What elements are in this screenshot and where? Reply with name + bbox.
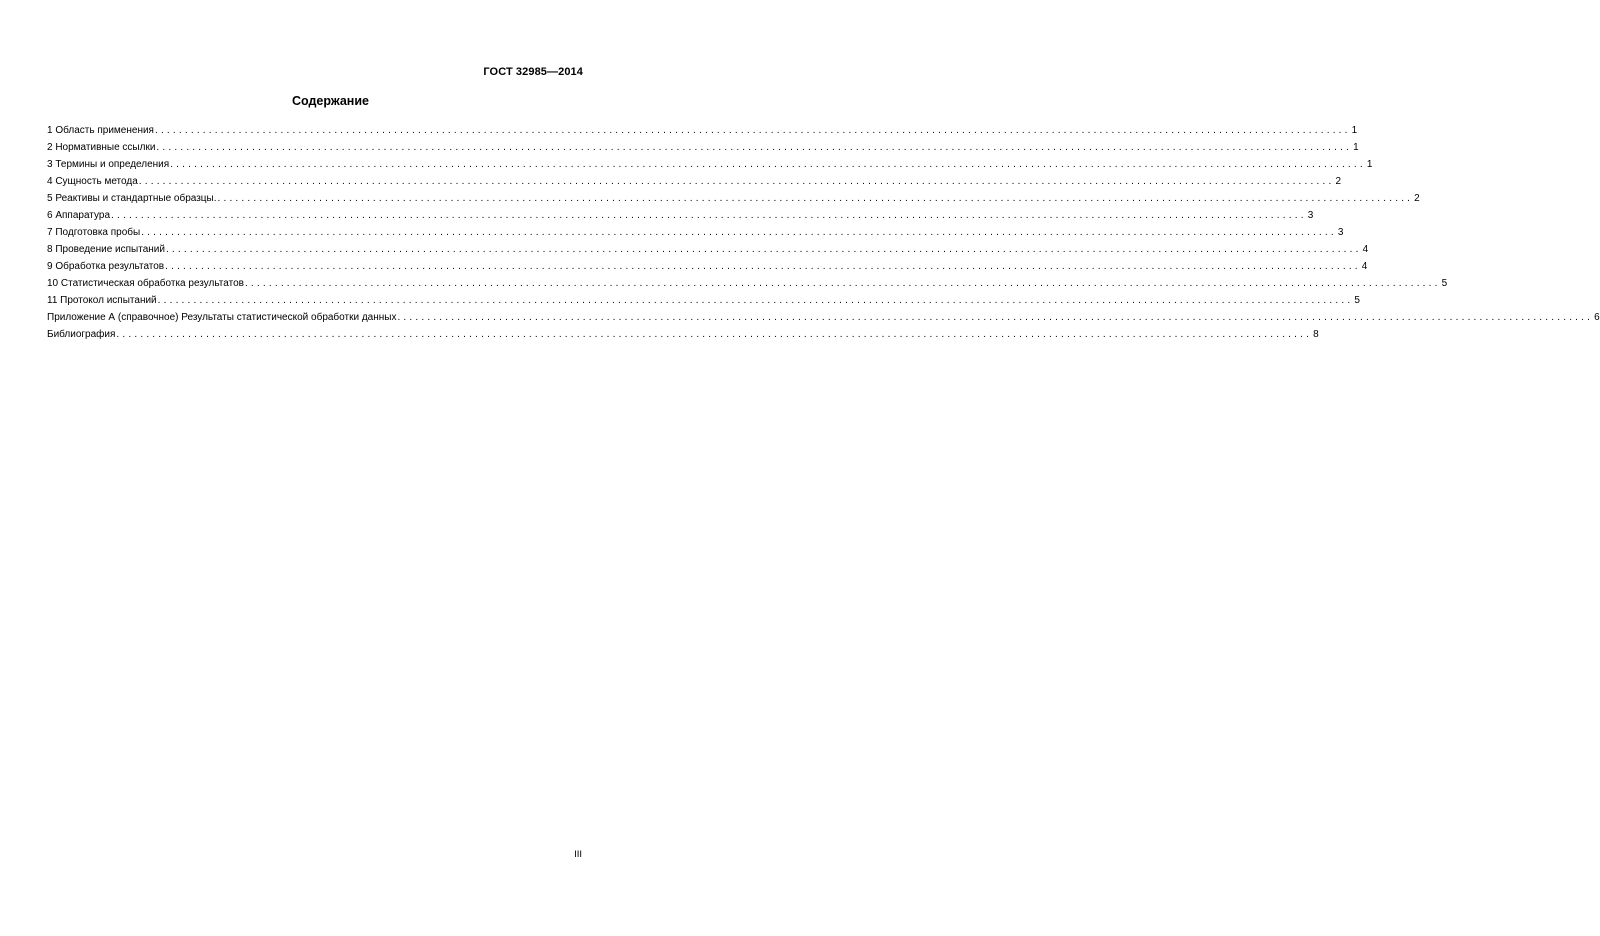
toc-item[interactable] (47, 224, 1344, 241)
toc-item-page: 8 (1313, 329, 1319, 340)
toc-item-label: 11 Протокол испытаний (47, 295, 157, 306)
toc-item[interactable] (47, 190, 1420, 207)
toc-item-label: 2 Нормативные ссылки (47, 142, 156, 153)
toc-leader-dots: ........................................................................................................................................................................................................ (141, 227, 1337, 238)
page-number: III (574, 849, 582, 860)
toc-item[interactable] (47, 241, 1369, 258)
toc-leader-dots: ........................................................................................................................................................................................................ (397, 312, 1594, 323)
toc-item-label: Библиография (47, 329, 116, 340)
toc-leader-dots: ........................................................................................................................................................................................................ (217, 193, 1414, 204)
toc-leader-dots: ........................................................................................................................................................................................................ (170, 159, 1366, 170)
toc-item-page: 2 (1335, 176, 1341, 187)
toc-item[interactable] (47, 207, 1314, 224)
toc-item[interactable] (47, 173, 1341, 190)
toc-item-page: 3 (1307, 210, 1314, 221)
toc-item-page: 3 (1337, 227, 1344, 238)
toc-leader-dots: ........................................................................................................................................................................................................ (111, 210, 1307, 221)
toc-item-label: Приложение А (справочное) Результаты статистической обработки данных (47, 312, 397, 323)
toc-item-label: 3 Термины и определения (47, 159, 170, 170)
toc-item[interactable] (47, 156, 1373, 173)
toc-item-label: 7 Подготовка пробы (47, 227, 141, 238)
toc-item-label: 8 Проведение испытаний (47, 244, 165, 255)
toc-item-label: 1 Область применения (47, 125, 154, 136)
toc-item-page: 5 (1441, 278, 1448, 289)
toc-item-page: 4 (1362, 244, 1369, 255)
toc-item[interactable] (47, 326, 1319, 343)
toc-item-page: 1 (1351, 125, 1358, 136)
toc-item-page: 1 (1366, 159, 1373, 170)
toc-leader-dots: ........................................................................................................................................................................................................ (157, 295, 1354, 306)
toc-item-page: 1 (1353, 142, 1359, 153)
toc-leader-dots: ........................................................................................................................................................................................................ (165, 244, 1362, 255)
toc-leader-dots: ........................................................................................................................................................................................................ (165, 261, 1361, 272)
toc-item-page: 2 (1414, 193, 1420, 204)
toc-item[interactable] (47, 139, 1359, 156)
toc-item-page: 6 (1594, 312, 1600, 323)
toc-item-label: 9 Обработка результатов (47, 261, 165, 272)
toc-item-label: 6 Аппаратура (47, 210, 111, 221)
toc-item-page: 5 (1354, 295, 1360, 306)
toc-title: Содержание (291, 94, 369, 108)
toc-item-label: 10 Статистическая обработка результатов (47, 278, 244, 289)
toc-leader-dots: ........................................................................................................................................................................................................ (156, 142, 1353, 153)
toc-leader-dots: ........................................................................................................................................................................................................ (244, 278, 1441, 289)
toc-leader-dots: ........................................................................................................................................................................................................ (138, 176, 1335, 187)
toc-item-label: 5 Реактивы и стандартные образцы. (47, 193, 217, 204)
document-code: ГОСТ 32985—2014 (483, 66, 583, 78)
toc-leader-dots: ........................................................................................................................................................................................................ (154, 125, 1351, 136)
toc-item-label: 4 Сущность метода (47, 176, 138, 187)
toc-item[interactable] (47, 309, 1600, 326)
toc-item[interactable] (47, 292, 1360, 309)
toc-item[interactable] (47, 258, 1368, 275)
toc-item[interactable] (47, 275, 1448, 292)
toc-item-page: 4 (1361, 261, 1368, 272)
toc-item[interactable] (47, 122, 1358, 139)
toc-leader-dots: ........................................................................................................................................................................................................ (116, 329, 1313, 340)
table-of-contents (47, 122, 1600, 343)
